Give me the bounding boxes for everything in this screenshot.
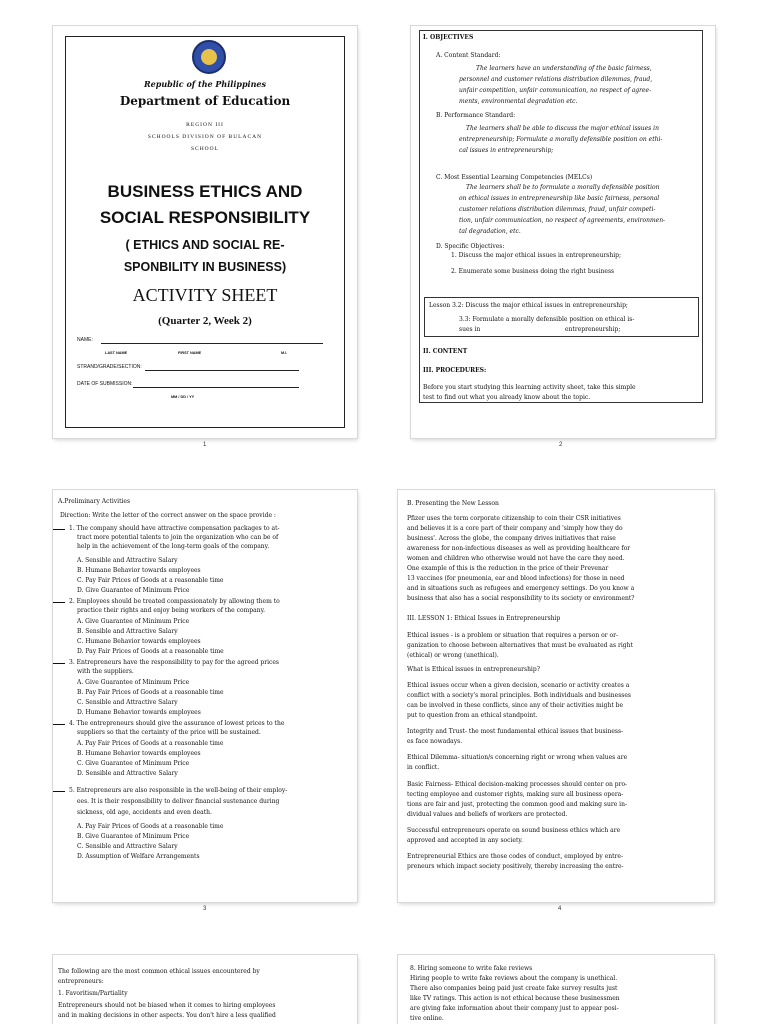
content-heading: II. CONTENT [423, 348, 468, 355]
text-line: (ethical) or wrong (unethical). [407, 652, 499, 659]
department-heading: Department of Education [119, 94, 291, 108]
new-lesson-page [398, 490, 714, 912]
text-line: tal degradation, etc. [459, 228, 521, 235]
specific-objectives-heading: D. Specific Objectives: [436, 243, 505, 250]
text-line: ganization to choose between alternatives that must be evaluated as right [407, 642, 633, 649]
choice: C. Humane Behavior towards employees [77, 638, 201, 645]
question-1: 1. The company should have attractive compensation packages to at- [69, 525, 280, 532]
choice: A. Give Guarantee of Minimum Price [77, 679, 190, 686]
text-line: women and children who otherwise would not have the care they need. [407, 555, 625, 562]
text-line: dividual values and beliefs of workers are protected. [407, 811, 568, 818]
answer-blank[interactable] [53, 602, 65, 603]
text-line: tive online. [410, 1015, 444, 1022]
text-line: Entrepreneurs should not be biased when it comes to hiring employees [58, 1002, 276, 1009]
text-line: entrepreneurs: [58, 978, 104, 985]
question-4: 4. The entrepreneurs should give the assurance of lowest prices to the [69, 720, 285, 727]
republic-heading: Republic of the Philippines [143, 79, 266, 89]
text-line: cal issues in entrepreneurship; [459, 147, 554, 154]
date-label: DATE OF SUBMISSION: [77, 381, 133, 387]
choice: B. Sensible and Attractive Salary [77, 628, 178, 635]
text-line: The learners shall be able to discuss the major ethical issues in [466, 125, 659, 132]
answer-blank[interactable] [53, 791, 65, 792]
subtitle-line-1: ( ETHICS AND SOCIAL RE- [125, 238, 285, 252]
question-5: 5. Entrepreneurs are also responsible in the well-being of their employ- [69, 787, 288, 794]
answer-blank[interactable] [53, 529, 65, 530]
choice: C. Give Guarantee of Minimum Price [77, 760, 190, 767]
text-line: Ethical issues - is a problem or situation that requires a person or or- [407, 632, 619, 639]
ethical-issues-page [53, 955, 357, 1024]
fake-reviews-heading: 8. Hiring someone to write fake reviews [410, 965, 533, 972]
text-line: customer relations distribution dilemmas, fraud, unfair competi- [459, 206, 656, 213]
text-line: business'. Across the globe, the company drives initiatives that raise [407, 535, 616, 542]
specific-objective-2: 2. Enumerate some business doing the right business [451, 268, 615, 275]
page-number: 1 [203, 442, 207, 448]
text-line: Entrepreneurial Ethics are those codes of conduct, employed by entre- [407, 853, 623, 860]
deped-seal-icon [192, 40, 226, 74]
text-line: like TV ratings. This action is not ethical because these businessmen [410, 995, 620, 1002]
text-line: Successful entrepreneurs operate on sound business ethics which are [407, 827, 621, 834]
choice: B. Humane Behavior towards employees [77, 750, 201, 757]
text-line: The following are the most common ethical issues encountered by [58, 968, 260, 975]
strand-label: STRAND/GRADE/SECTION: [77, 364, 142, 370]
text-line: test to find out what you already know about the topic. [423, 394, 591, 401]
text-line: awareness for non-infectious diseases as well as providing healthcare for [407, 545, 631, 552]
title-line-2: SOCIAL RESPONSIBILITY [99, 208, 311, 227]
text-line: Before you start studying this learning activity sheet, take this simple [423, 384, 636, 391]
text-line: business that also has a social responsibility to its society or environment? [407, 595, 635, 602]
text-line: 13 vaccines (for pneumonia, ear and blood infections) for those in need [407, 575, 625, 582]
text-line: entrepreneurship; Formulate a morally defensible position on ethi- [459, 136, 663, 143]
choice: C. Sensible and Attractive Salary [77, 843, 178, 850]
division-label: SCHOOLS DIVISION OF BULACAN [147, 134, 263, 140]
text-line: personnel and customer relations distribution dilemmas, fraud, [459, 76, 653, 83]
text-line: Ethical issues occur when a given decision, scenario or activity creates a [407, 682, 630, 689]
activity-sheet-heading: ACTIVITY SHEET [132, 285, 278, 305]
question-2: 2. Employees should be treated compassionately by allowing them to [69, 598, 280, 605]
lesson-box [424, 297, 699, 337]
choice: D. Humane Behavior towards employees [77, 709, 201, 716]
objectives-page [411, 26, 715, 448]
text-line: Ethical Dilemma- situation/s concerning right or wrong when values are [407, 754, 628, 761]
choice: A. Give Guarantee of Minimum Price [77, 618, 190, 625]
specific-objective-1: 1. Discuss the major ethical issues in entrepreneurship; [451, 252, 622, 259]
text-line: tract more potential talents to join the organization who can be of [77, 534, 279, 541]
answer-blank[interactable] [53, 663, 65, 664]
name-line [101, 343, 323, 344]
page-number: 3 [203, 906, 207, 912]
choice: B. Humane Behavior towards employees [77, 567, 201, 574]
text-line: are giving fake information about their company just to appear posi- [410, 1005, 619, 1012]
mi-label: M.I. [281, 351, 288, 355]
choice: C. Sensible and Attractive Salary [77, 699, 178, 706]
text-line: sickness, old age, accidents and even death. [77, 809, 212, 816]
choice: D. Give Guarantee of Minimum Price [77, 587, 190, 594]
text-line: tecting employee and customer rights, making sure all business opera- [407, 791, 624, 798]
question-3: 3. Entrepreneurs have the responsibility to pay for the agreed prices [69, 659, 279, 666]
text-line: unfair competition, unfair communication, no respect of agree- [459, 87, 652, 94]
page-number: 4 [558, 906, 562, 912]
text-line: help in the achievement of the long-term goals of the company. [77, 543, 270, 550]
date-line [133, 387, 299, 388]
text-line: Basic Fairness- Ethical decision-making processes should center on pro- [407, 781, 628, 788]
text-line: suppliers so that the certainty of the price will be sustained. [77, 729, 261, 736]
presenting-heading: B. Presenting the New Lesson [407, 500, 499, 507]
text-line: There also companies being paid just create fake survey results just [410, 985, 618, 992]
content-standard-heading: A. Content Standard: [436, 52, 501, 59]
text-line: ees. It is their responsibility to deliver financial sustenance during [77, 798, 280, 805]
text-line: and believes it is a core part of their company and 'simply how they do [407, 525, 623, 532]
last-name-label: LAST NAME [105, 351, 128, 355]
choice: D. Sensible and Attractive Salary [77, 770, 178, 777]
text-line: on ethical issues in entrepreneurship like basic fairness, personal [459, 195, 660, 202]
text-line: tions are fair and just, protecting the common good and making sure in- [407, 801, 627, 808]
text-line: conflict with a society's moral principles. Both individuals and businesses [407, 692, 632, 699]
text-line: The learners have an understanding of the basic fairness, [476, 65, 652, 72]
text-line: es face nowadays. [407, 738, 463, 745]
text-line: with the suppliers. [77, 668, 134, 675]
school-label: SCHOOL [190, 146, 219, 152]
choice: A. Pay Fair Prices of Goods at a reasonable time [77, 823, 224, 830]
choice: A. Sensible and Attractive Salary [77, 557, 178, 564]
title-line-1: BUSINESS ETHICS AND [107, 182, 303, 201]
text-line: One example of this is the reduction in the price of their Prevenar [407, 565, 609, 572]
region-label: REGION III [186, 122, 224, 128]
what-is-heading: What is Ethical issues in entrepreneurship? [407, 666, 540, 673]
subtitle-line-2: SPONBILITY IN BUSINESS) [123, 260, 287, 274]
cover-page [53, 26, 357, 448]
text-line: sues in [459, 326, 481, 333]
text-line: Pfizer uses the term corporate citizenship to coin their CSR initiatives [407, 515, 621, 522]
fake-reviews-page [398, 955, 714, 1024]
strand-line [145, 370, 299, 371]
text-line: practice their rights and enjoy being workers of the company. [77, 607, 266, 614]
date-format-label: MM / DD / YY [171, 395, 195, 399]
text-line: Hiring people to write fake reviews about the company is unethical. [410, 975, 618, 982]
favoritism-heading: 1. Favoritism/Partiality [58, 990, 128, 997]
page-number: 2 [559, 442, 563, 448]
text-line: approved and accepted in any society. [407, 837, 523, 844]
choice: A. Pay Fair Prices of Goods at a reasonable time [77, 740, 224, 747]
text-line: can be involved in these conflicts, since any of their activities might be [407, 702, 624, 709]
objectives-heading: I. OBJECTIVES [423, 34, 474, 41]
text-line: ments, environmental degradation etc. [459, 98, 578, 105]
lesson-3-3: 3.3: Formulate a morally defensible position on ethical is- [459, 316, 635, 323]
lesson-1-heading: III. LESSON 1: Ethical Issues in Entrepreneurship [407, 615, 561, 622]
first-name-label: FIRST NAME [178, 351, 202, 355]
choice: C. Pay Fair Prices of Goods at a reasonable time [77, 577, 224, 584]
choice: B. Give Guarantee of Minimum Price [77, 833, 190, 840]
quarter-label: (Quarter 2, Week 2) [158, 315, 252, 327]
preliminary-heading: A.Preliminary Activities [58, 498, 131, 505]
text-line: entrepreneurship; [565, 326, 621, 333]
text-line: tion, unfair communication, no respect of agreements, environmen- [459, 217, 666, 224]
text-line: The learners shall be to formulate a morally defensible position [466, 184, 660, 191]
text-line: in conflict. [407, 764, 440, 771]
preliminary-activities-page [53, 490, 357, 912]
text-line: Integrity and Trust- the most fundamental ethical issues that business- [407, 728, 624, 735]
text-line: preneurs which impact society positively, thereby increasing the entre- [407, 863, 624, 870]
text-line: and in situations such as refugees and emergency settings. Do you know a [407, 585, 635, 592]
answer-blank[interactable] [53, 724, 65, 725]
procedures-heading: III. PROCEDURES: [423, 367, 487, 374]
performance-standard-heading: B. Performance Standard: [436, 112, 516, 119]
text-line: and in making decisions in other aspects. You don't hire a less qualified [58, 1012, 276, 1019]
melc-heading: C. Most Essential Learning Competencies (MELCs) [436, 174, 593, 181]
name-label: NAME: [77, 337, 93, 343]
direction-text: Direction: Write the letter of the correct answer on the space provide : [60, 512, 276, 519]
choice: D. Assumption of Welfare Arrangements [77, 853, 200, 860]
choice: B. Pay Fair Prices of Goods at a reasonable time [77, 689, 224, 696]
objectives-border [419, 30, 703, 403]
lesson-3-2: Lesson 3.2: Discuss the major ethical issues in entrepreneurship; [429, 302, 628, 309]
choice: D. Pay Fair Prices of Goods at a reasonable time [77, 648, 224, 655]
text-line: put to question from an ethical standpoint. [407, 712, 538, 719]
